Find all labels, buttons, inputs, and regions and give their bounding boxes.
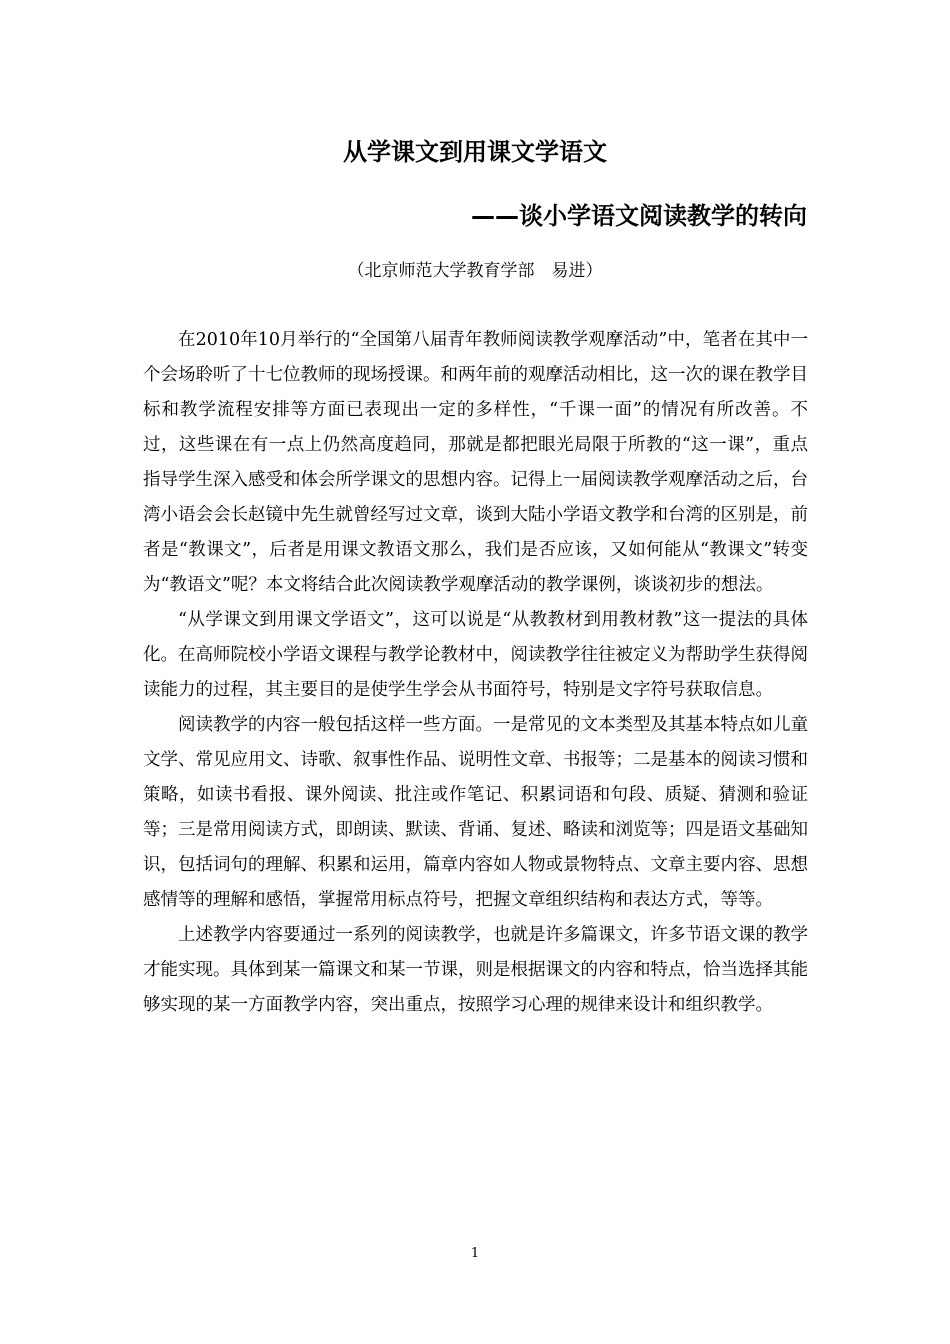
paragraph-1: 在2010年10月举行的“全国第八届青年教师阅读教学观摩活动”中，笔者在其中一个会场聆听了十七位教师的现场授课。和两年前的观摩活动相比，这一次的课在教学目标和教学流程安排等方面已表现出一定的多样性，“千课一面”的情况有所改善。不过，这些课在有一点上仍然高度趋同，那就是都把眼光局限于所教的“这一课”，重点指导学生深入感受和体会所学课文的思想内容。记得上一届阅读教学观摩活动之后，台湾小语会会长赵镜中先生就曾经写过文章，谈到大陆小学语文教学和台湾的区别是，前者是“教课文”，后者是用课文教语文那么，我们是否应该，又如何能从“教课文”转变为“教语文”呢？本文将结合此次阅读教学观摩活动的教学课例，谈谈初步的想法。: [143, 330, 808, 595]
author-line: （北京师范大学教育学部 易进）: [347, 261, 603, 281]
document-title: 从学课文到用课文学语文: [343, 138, 607, 166]
body-text: [143, 323, 808, 1023]
paragraph-4: 上述教学内容要通过一系列的阅读教学，也就是许多篇课文，许多节语文课的教学才能实现。具体到某一篇课文和某一节课，则是根据课文的内容和特点，恰当选择其能够实现的某一方面教学内容，突出重点，按照学习心理的规律来设计和组织教学。: [143, 925, 808, 1015]
paragraph-2: “从学课文到用课文学语文”，这可以说是“从教教材到用教材教”这一提法的具体化。在高师院校小学语文课程与教学论教材中，阅读教学往往被定义为帮助学生获得阅读能力的过程，其主要目的是使学生学会从书面符号，特别是文字符号获取信息。: [143, 610, 808, 700]
page-number: 1: [470, 1246, 480, 1261]
paragraph-3: 阅读教学的内容一般包括这样一些方面。一是常见的文本类型及其基本特点如儿童文学、常见应用文、诗歌、叙事性作品、说明性文章、书报等；二是基本的阅读习惯和策略，如读书看报、课外阅读、批注或作笔记、积累词语和句段、质疑、猜测和验证等；三是常用阅读方式，即朗读、默读、背诵、复述、略读和浏览等；四是语文基础知识，包括词句的理解、积累和运用，篇章内容如人物或景物特点、文章主要内容、思想感情等的理解和感悟，掌握常用标点符号，把握文章组织结构和表达方式，等等。: [143, 715, 808, 910]
document-subtitle: ——谈小学语文阅读教学的转向: [471, 202, 807, 230]
